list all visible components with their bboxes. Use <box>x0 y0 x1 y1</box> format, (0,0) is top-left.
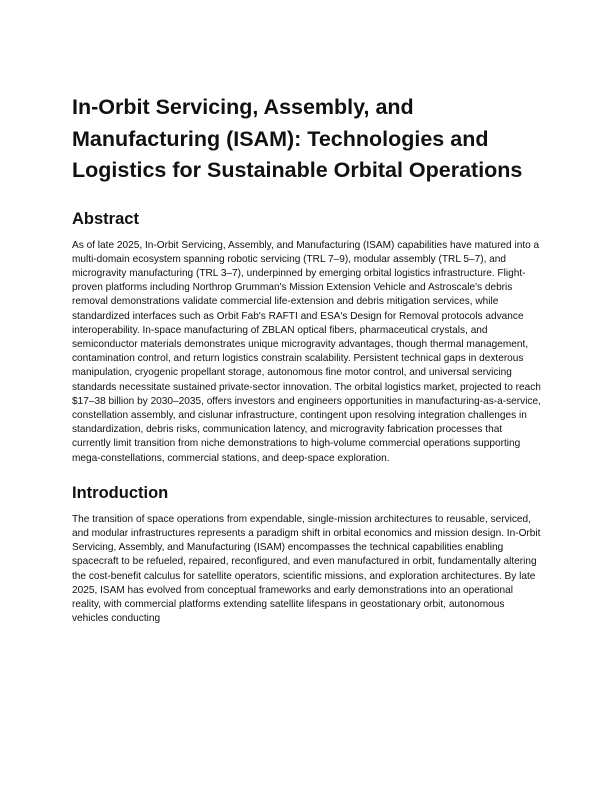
introduction-heading: Introduction <box>72 483 169 502</box>
introduction-section <box>72 483 542 627</box>
paper-title: In-Orbit Servicing, Assembly, and Manufacturing (ISAM): Technologies and Logistics for Sustainable Orbital Operations <box>72 95 523 182</box>
abstract-section <box>72 209 542 466</box>
abstract-heading: Abstract <box>72 209 139 228</box>
document-page <box>72 92 542 626</box>
introduction-paragraph: The transition of space operations from expendable, single-mission architectures to reusable, serviced, and modular infrastructures represents a paradigm shift in orbital economics and mission design. In-Orbit Servicing, Assembly, and Manufacturing (ISAM) encompasses the technical capabilities enabling spacecraft to be refueled, repaired, reconfigured, and even manufactured in orbit, fundamentally altering the cost-benefit calculus for satellite operators, scientific missions, and exploration architectures. By late 2025, ISAM has evolved from conceptual frameworks and early demonstrations into an operational reality, with commercial platforms extending satellite lifespans in geostationary orbit, autonomous vehicles conducting <box>72 513 541 625</box>
abstract-paragraph: As of late 2025, In-Orbit Servicing, Assembly, and Manufacturing (ISAM) capabilities have matured into a multi-domain ecosystem spanning robotic servicing (TRL 7–9), modular assembly (TRL 5–7), and microgravity manufacturing (TRL 3–7), underpinned by emerging orbital logistics infrastructure. Flight-proven platforms including Northrop Grumman's Mission Extension Vehicle and Astroscale's debris removal demonstrations validate commercial life-extension and debris mitigation services, while standardized interfaces such as Orbit Fab's RAFTI and ESA's Design for Removal protocols advance interoperability. In-space manufacturing of ZBLAN optical fibers, pharmaceutical crystals, and semiconductor materials demonstrates unique microgravity advantages, though thermal management, contamination control, and return logistics constrain scalability. Persistent technical gaps in dexterous manipulation, cryogenic propellant storage, autonomous fine motor control, and universal servicing standards necessitate sustained private-sector innovation. The orbital logistics market, projected to reach $17–38 billion by 2030–2035, offers investors and engineers opportunities in manufacturing-as-a-service, constellation assembly, and cislunar infrastructure, contingent upon resolving integration challenges in standardization, debris risks, communication latency, and microgravity fabrication processes that currently limit transition from niche demonstrations to high-volume commercial operations supporting mega-constellations, commercial stations, and deep-space exploration. <box>72 239 541 464</box>
